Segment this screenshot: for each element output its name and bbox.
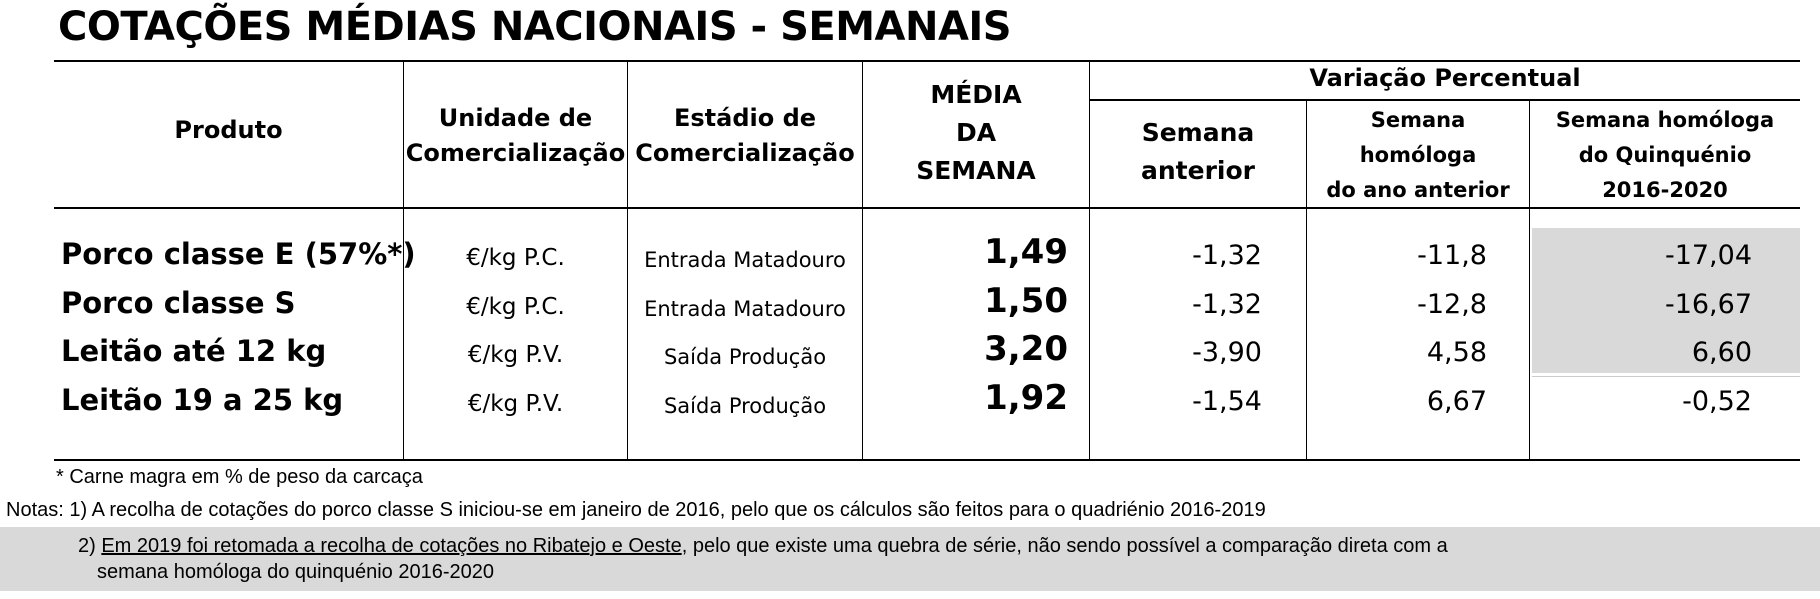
row-prev-year: 4,58: [1426, 337, 1487, 368]
footnote: * Carne magra em % de peso da carcaça: [56, 466, 423, 488]
header-stage-line1: Estádio de: [673, 104, 817, 132]
row-prev-week: -1,54: [1192, 386, 1262, 417]
row-stage: Saída Produção: [663, 345, 827, 369]
note-2-rest: , pelo que existe uma quebra de série, não sendo possível a comparação direta com a: [681, 535, 1448, 557]
row-average: 3,20: [984, 329, 1068, 369]
header-quinquennium-line3: 2016-2020: [1602, 178, 1728, 202]
header-quinquennium-line1: Semana homóloga: [1555, 108, 1775, 132]
row-stage: Entrada Matadouro: [644, 248, 846, 272]
row-prev-week: -1,32: [1192, 289, 1262, 320]
header-stage: [628, 101, 862, 171]
header-unit: [404, 101, 627, 171]
row-prev-week: -3,90: [1192, 337, 1262, 368]
row-prev-year: -12,8: [1417, 289, 1487, 320]
row-product: Leitão até 12 kg: [61, 334, 327, 368]
row-product: Porco classe E (57%*): [61, 237, 416, 271]
header-quinquennium: [1530, 103, 1800, 208]
row-unit: €/kg P.V.: [467, 342, 564, 368]
header-prev-week: [1090, 114, 1306, 190]
header-quinquennium-line2: do Quinquénio: [1578, 143, 1752, 167]
note-2-underlined: Em 2019 foi retomada a recolha de cotações no Ribatejo e Oeste: [101, 535, 682, 557]
header-product: Produto: [174, 116, 283, 144]
header-average: [863, 76, 1089, 190]
header-unit-line1: Unidade de: [438, 104, 593, 132]
row-stage: Entrada Matadouro: [644, 297, 846, 321]
header-prev-year-line2: homóloga: [1359, 143, 1477, 167]
header-variation: Variação Percentual: [1309, 64, 1581, 92]
row-prev-year: 6,67: [1426, 386, 1487, 417]
row-quinquennium: -0,52: [1682, 386, 1752, 417]
header-prev-year: [1307, 103, 1529, 208]
note-2-line1: [78, 535, 1448, 558]
header-average-line2: DA: [955, 118, 997, 147]
header-stage-line2: Comercialização: [635, 139, 855, 167]
header-unit-line2: Comercialização: [405, 139, 626, 167]
table-top-border: [54, 60, 1800, 62]
header-prev-year-line1: Semana: [1370, 108, 1466, 132]
table-bottom-border: [54, 459, 1800, 461]
row-prev-week: -1,32: [1192, 240, 1262, 271]
header-prev-week-line2: anterior: [1141, 156, 1255, 185]
note-2-prefix: 2): [78, 535, 102, 557]
row-prev-year: -11,8: [1417, 240, 1487, 271]
header-prev-year-line3: do ano anterior: [1326, 178, 1510, 202]
row-unit: €/kg P.V.: [467, 391, 564, 417]
row-stage: Saída Produção: [663, 394, 827, 418]
page-title: COTAÇÕES MÉDIAS NACIONAIS - SEMANAIS: [58, 4, 1012, 50]
header-prev-week-line1: Semana: [1141, 118, 1255, 147]
row-product: Leitão 19 a 25 kg: [61, 383, 344, 417]
row-quinquennium: -16,67: [1664, 289, 1752, 320]
note-1: Notas: 1) A recolha de cotações do porco classe S iniciou-se em janeiro de 2016, pelo que os cálculos são feitos para o quadriénio 2016-2019: [6, 499, 1266, 521]
row-product: Porco classe S: [61, 286, 296, 320]
row-average: 1,50: [984, 281, 1068, 321]
row-quinquennium: 6,60: [1691, 337, 1752, 368]
header-average-line3: SEMANA: [916, 156, 1036, 185]
variation-header-underline: [1090, 99, 1800, 101]
note-2-line2: semana homóloga do quinquénio 2016-2020: [97, 561, 494, 583]
header-average-line1: MÉDIA: [930, 80, 1022, 109]
row-quinquennium: -17,04: [1664, 240, 1752, 271]
row-average: 1,92: [984, 378, 1068, 418]
row-average: 1,49: [984, 232, 1068, 272]
row-unit: €/kg P.C.: [466, 294, 565, 320]
shade-bottom-rule: [1532, 376, 1800, 377]
row-unit: €/kg P.C.: [466, 245, 565, 271]
